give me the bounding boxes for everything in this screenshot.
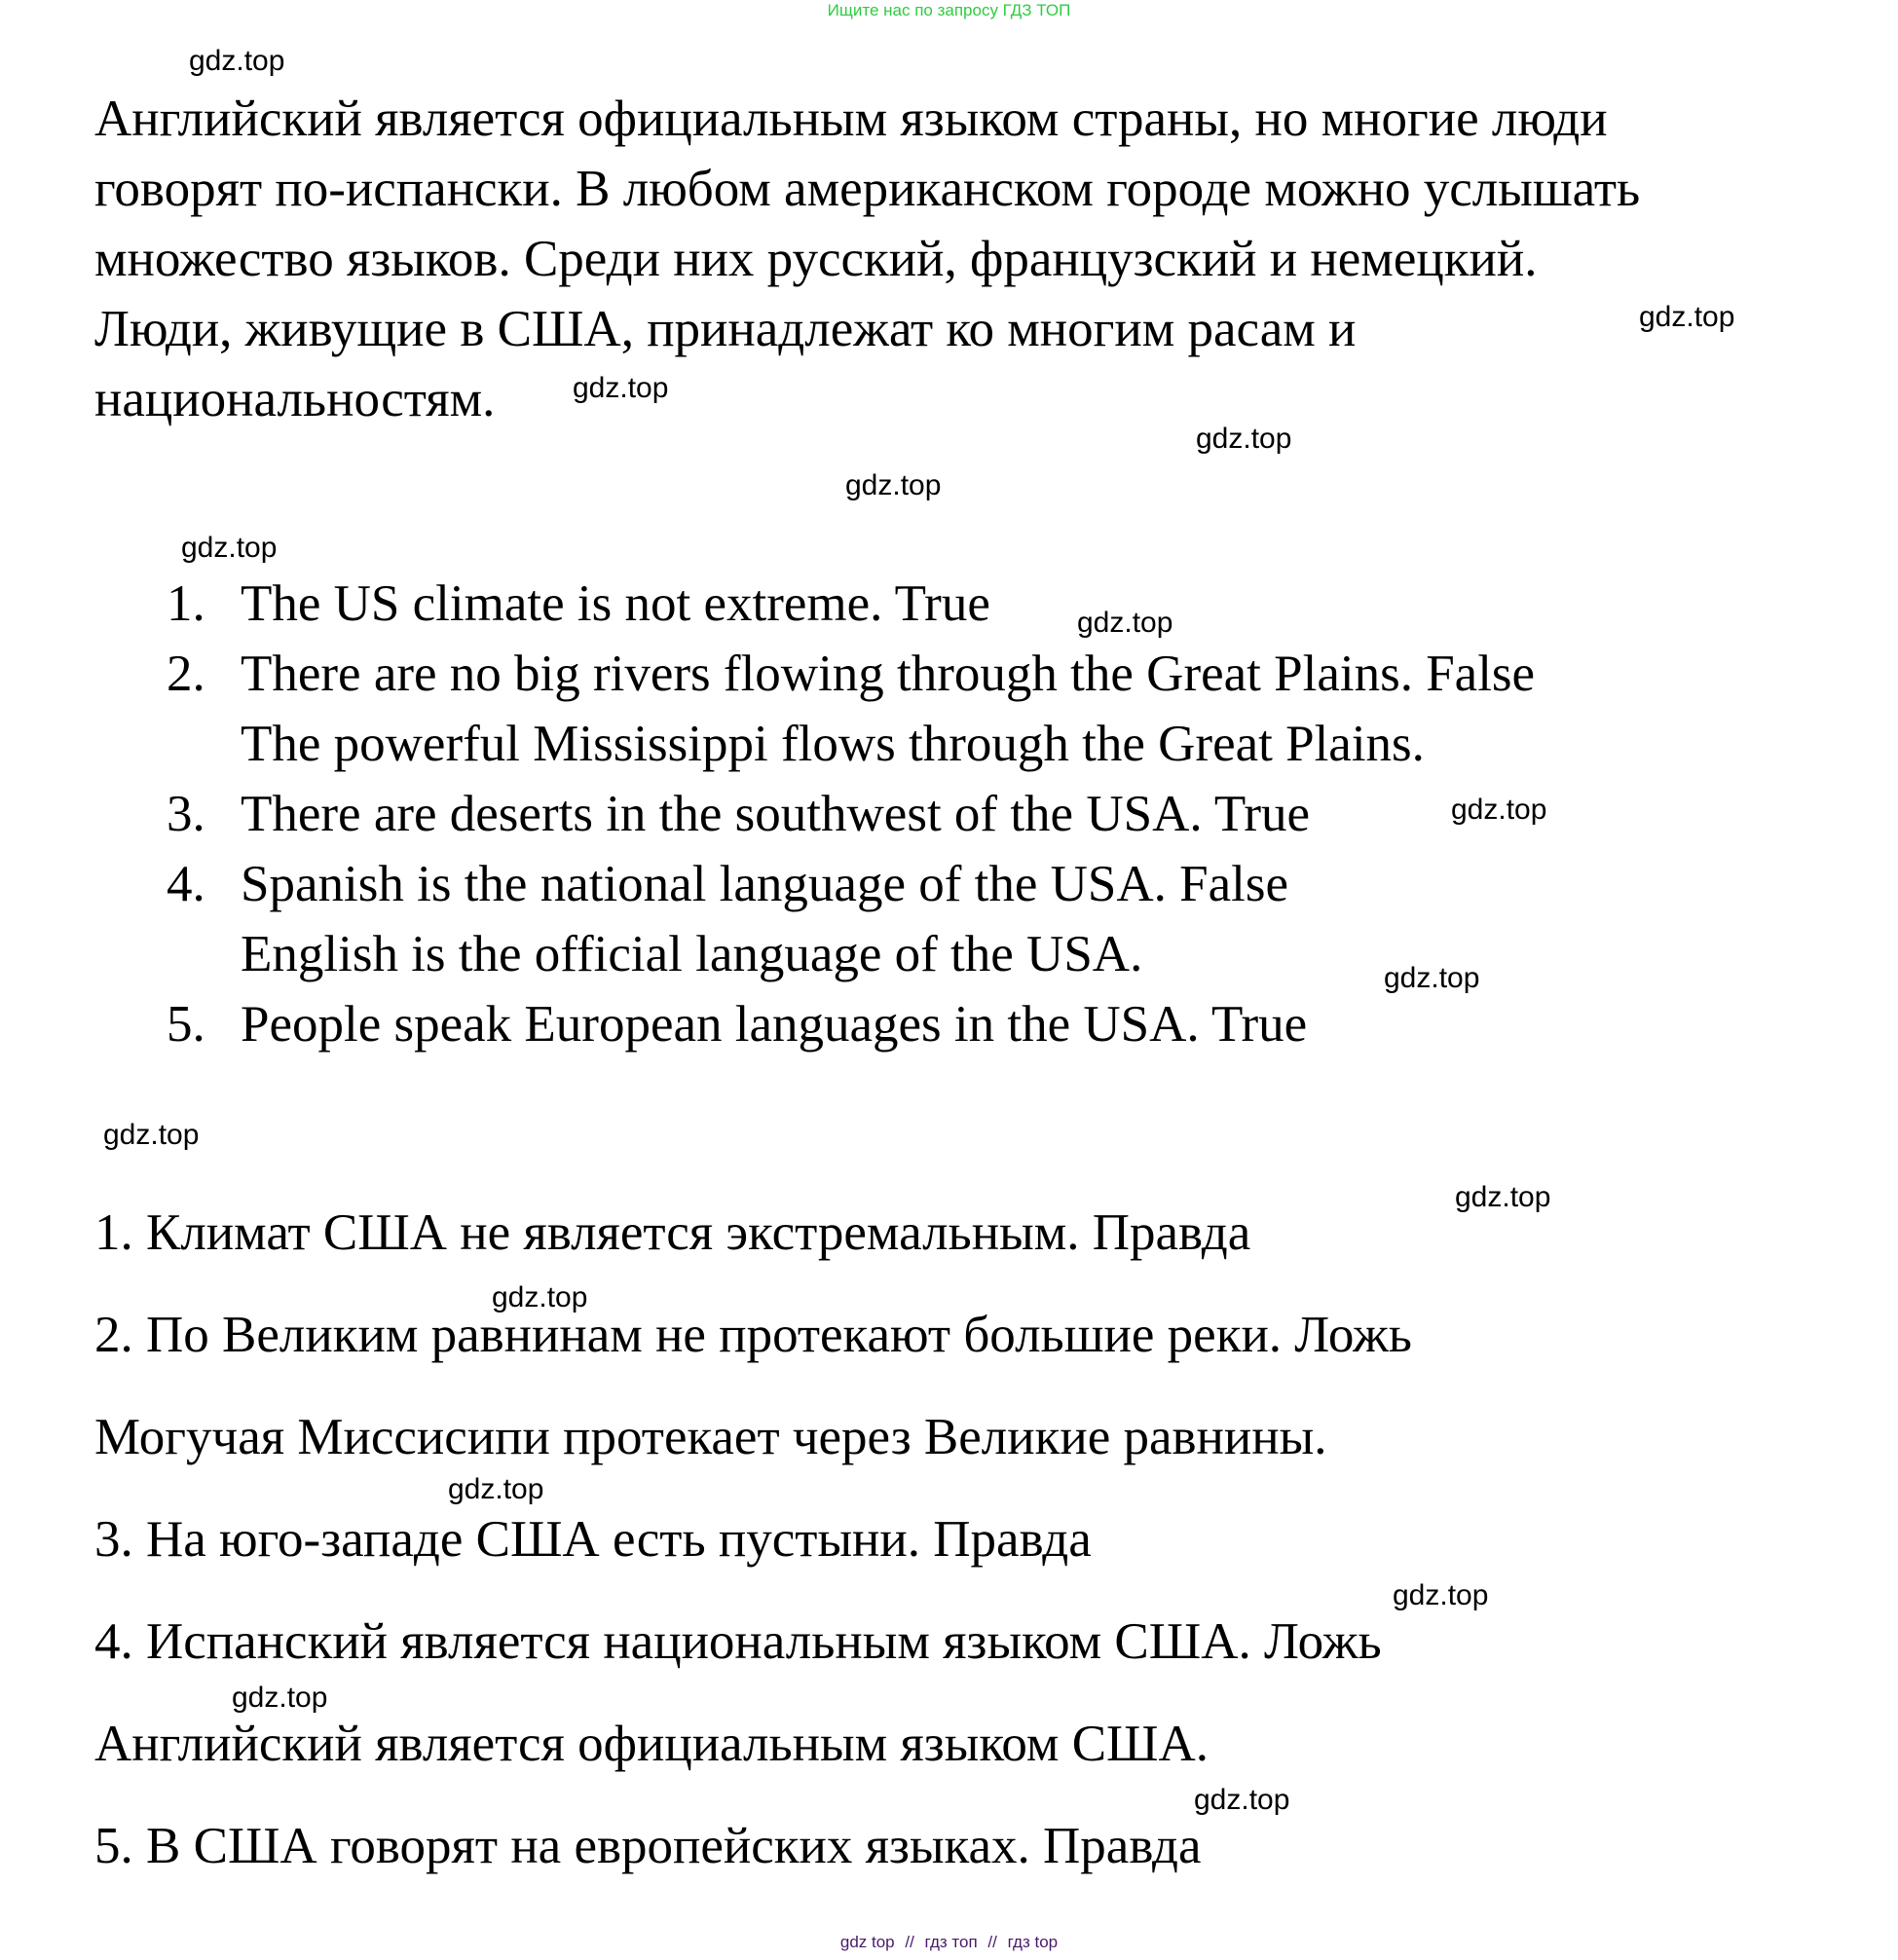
item-text: The US climate is not extreme. True: [241, 575, 990, 632]
watermark: gdz.top: [1451, 794, 1547, 826]
answer-line: 1. Климат США не является экстремальным. Правда: [94, 1204, 1251, 1261]
item-number: 2.: [167, 646, 205, 702]
banner-text: Ищите нас по запросу ГДЗ ТОП: [827, 1, 1071, 19]
answer-line: 5. В США говорят на европейских языках. Правда: [94, 1818, 1202, 1874]
paragraph-line: Люди, живущие в США, принадлежат ко многим расам и: [94, 301, 1357, 357]
item-number: 4.: [167, 856, 205, 912]
top-banner: [0, 0, 1898, 21]
footer: [0, 1932, 1898, 1953]
watermark: gdz.top: [573, 372, 669, 404]
watermark: gdz.top: [1393, 1579, 1489, 1611]
paragraph-line: говорят по-испански. В любом американском городе можно услышать: [94, 161, 1641, 217]
watermark: gdz.top: [1455, 1181, 1551, 1213]
item-number: 1.: [167, 575, 205, 632]
item-text-continued: The powerful Mississippi flows through the Great Plains.: [241, 716, 1425, 772]
item-number: 3.: [167, 786, 205, 842]
watermark: gdz.top: [232, 1682, 328, 1714]
item-text: There are deserts in the southwest of the USA. True: [241, 786, 1311, 842]
answer-line: Могучая Миссисипи протекает через Великие равнины.: [94, 1409, 1327, 1465]
item-text: Spanish is the national language of the USA. False: [241, 856, 1289, 912]
watermark: gdz.top: [1194, 1784, 1290, 1816]
item-text-continued: English is the official language of the USA.: [241, 926, 1143, 982]
paragraph-line: множество языков. Среди них русский, французский и немецкий.: [94, 231, 1538, 287]
answer-line: 4. Испанский является национальным языком США. Ложь: [94, 1613, 1382, 1670]
footer-link[interactable]: gdz top: [839, 1933, 895, 1951]
watermark: gdz.top: [492, 1281, 588, 1313]
paragraph-line: национальностям.: [94, 371, 496, 427]
watermark: gdz.top: [103, 1119, 200, 1151]
item-number: 5.: [167, 996, 205, 1053]
watermark: gdz.top: [189, 45, 285, 77]
paragraph-line: Английский является официальным языком страны, но многие люди: [94, 91, 1608, 147]
item-text: There are no big rivers flowing through the Great Plains. False: [241, 646, 1536, 702]
footer-separator: //: [905, 1933, 914, 1951]
watermark: gdz.top: [181, 532, 278, 564]
footer-link[interactable]: гдз top: [1007, 1933, 1059, 1951]
footer-link[interactable]: гдз топ: [924, 1933, 978, 1951]
watermark: gdz.top: [448, 1473, 544, 1505]
answer-line: 2. По Великим равнинам не протекают большие реки. Ложь: [94, 1307, 1412, 1363]
watermark: gdz.top: [845, 469, 942, 501]
footer-separator: //: [987, 1933, 997, 1951]
watermark: gdz.top: [1384, 962, 1480, 994]
item-text: People speak European languages in the USA. True: [241, 996, 1308, 1053]
watermark: gdz.top: [1196, 423, 1292, 455]
answer-line: 3. На юго-западе США есть пустыни. Правда: [94, 1511, 1092, 1568]
answer-line: Английский является официальным языком США.: [94, 1716, 1210, 1772]
watermark: gdz.top: [1077, 607, 1173, 639]
watermark: gdz.top: [1639, 301, 1735, 333]
